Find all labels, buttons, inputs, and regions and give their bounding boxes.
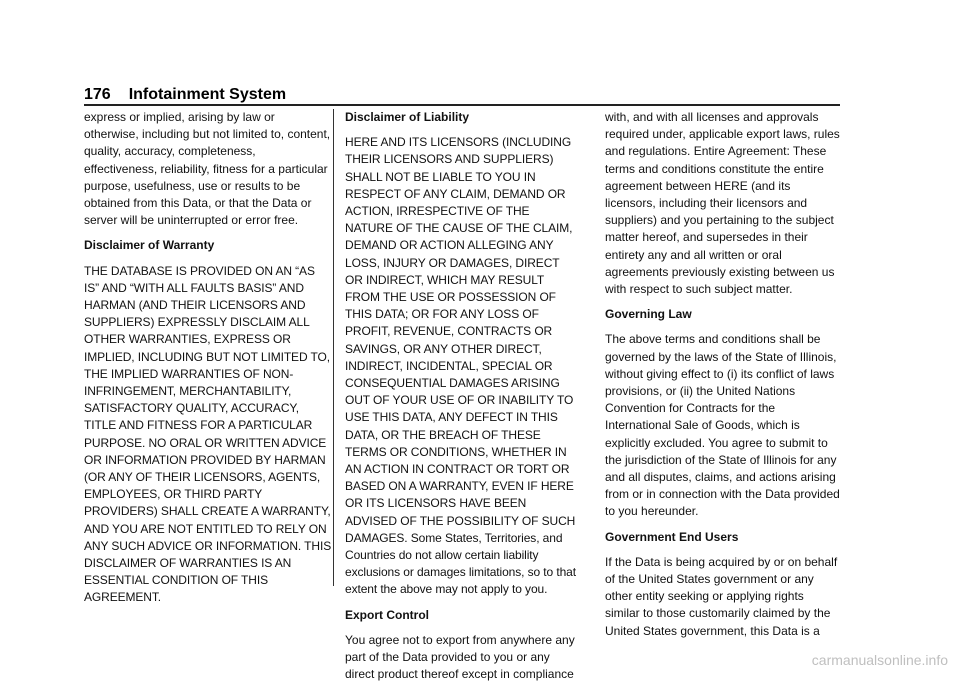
column-divider — [333, 109, 334, 586]
paragraph-government-end-users: If the Data is being acquired by or on behalf of the United States government or any other entity seeking or applying rights similar to those customarily claimed by the United States government, this Data is a — [605, 554, 838, 638]
paragraph-liability: HERE AND ITS LICENSORS (INCLUDING THEIR LICENSORS AND SUPPLIERS) SHALL NOT BE LIABLE TO YOU IN RESPECT OF ANY CLAIM, DEMAND OR ACTION, IRRESPECTIVE OF THE NATURE OF THE CAUSE OF THE CLAIM, DEMAND OR ACTION ALLEGING ANY LOSS, INJURY OR DAMAGES, DIRECT OR INDIRECT, WHICH MAY RESULT FROM THE USE OR POSSESSION OF THIS DATA; OR FOR ANY LOSS OF PROFIT, REVENUE, CONTRACTS OR SAVINGS, OR ANY OTHER DIRECT, INDIRECT, INCIDENTAL, SPECIAL OR CONSEQUENTIAL DAMAGES ARISING OUT OF YOUR USE OF OR INABILITY TO USE THIS DATA, ANY DEFECT IN THIS DATA, OR THE BREACH OF THESE TERMS OR CONDITIONS, WHETHER IN AN ACTION IN CONTRACT OR TORT OR BASED ON A WARRANTY, EVEN IF HERE OR ITS LICENSORS HAVE BEEN ADVISED OF THE POSSIBILITY OF SUCH DAMAGES. Some States, Territories, and Countries do not allow certain liability exclusions or damages limitations, so to that extent the above may not apply to you. — [345, 135, 576, 597]
paragraph-warranty: THE DATABASE IS PROVIDED ON AN “AS IS” AND “WITH ALL FAULTS BASIS” AND HARMAN (AND THEIR LICENSORS AND SUPPLIERS) EXPRESSLY DISCLAIM ALL OTHER WARRANTIES, EXPRESS OR IMPLIED, INCLUDING BUT NOT LIMITED TO, THE IMPLIED WARRANTIES OF NON-INFRINGEMENT, MERCHANTABILITY, SATISFACTORY QUALITY, ACCURACY, TITLE AND FITNESS FOR A PARTICULAR PURPOSE. NO ORAL OR WRITTEN ADVICE OR INFORMATION PROVIDED BY HARMAN (OR ANY OF THEIR LICENSORS, AGENTS, EMPLOYEES, OR THIRD PARTY PROVIDERS) SHALL CREATE A WARRANTY, AND YOU ARE NOT ENTITLED TO RELY ON ANY SUCH ADVICE OR INFORMATION. THIS DISCLAIMER OF WARRANTIES IS AN ESSENTIAL CONDITION OF THIS AGREEMENT. — [84, 263, 332, 605]
paragraph-export: You agree not to export from anywhere any part of the Data provided to you or any direct product thereof except in compliance — [345, 632, 575, 682]
header-rule — [84, 104, 840, 106]
text-column-1 — [84, 109, 332, 615]
paragraph-entire-agreement: with, and with all licenses and approvals required under, applicable export laws, rules and regulations. Entire Agreement: These terms and conditions constitute the entire agreement between HERE (and its licensors, including their licensors and suppliers) and you pertaining to the subject matter hereof, and supersedes in their entirety any and all written or oral agreements previously existing between us with respect to such subject matter. — [605, 110, 840, 297]
heading-export-control: Export Control — [345, 607, 429, 622]
page-number: 176 — [84, 86, 111, 103]
heading-government-end-users: Government End Users — [605, 529, 739, 544]
watermark-text: carmanualsonline.info — [811, 652, 948, 668]
section-title: Infotainment System — [128, 86, 287, 103]
heading-disclaimer-of-liability: Disclaimer of Liability — [345, 110, 470, 124]
heading-disclaimer-of-warranty: Disclaimer of Warranty — [84, 238, 215, 253]
text-column-3 — [605, 109, 840, 648]
paragraph-governing-law: The above terms and conditions shall be governed by the laws of the State of Illinois, without giving effect to (i) its conflict of laws provisions, or (ii) the United Nations Convention for Contracts for the International Sale of Goods, which is explicitly excluded. You agree to submit to the jurisdiction of the State of Illinois for any and all disputes, claims, and actions arising from or in connection with the Data provided to you hereunder. — [605, 332, 840, 519]
page-header — [84, 84, 840, 104]
paragraph-intro: express or implied, arising by law or otherwise, including but not limited to, content, quality, accuracy, completeness, effectiveness, reliability, fitness for a particular purpose, usefulness, use or results to be obtained from this Data, or that the Data or server will be uninterrupted or error free. — [84, 110, 331, 228]
text-column-2 — [345, 109, 580, 692]
heading-governing-law: Governing Law — [605, 307, 692, 322]
